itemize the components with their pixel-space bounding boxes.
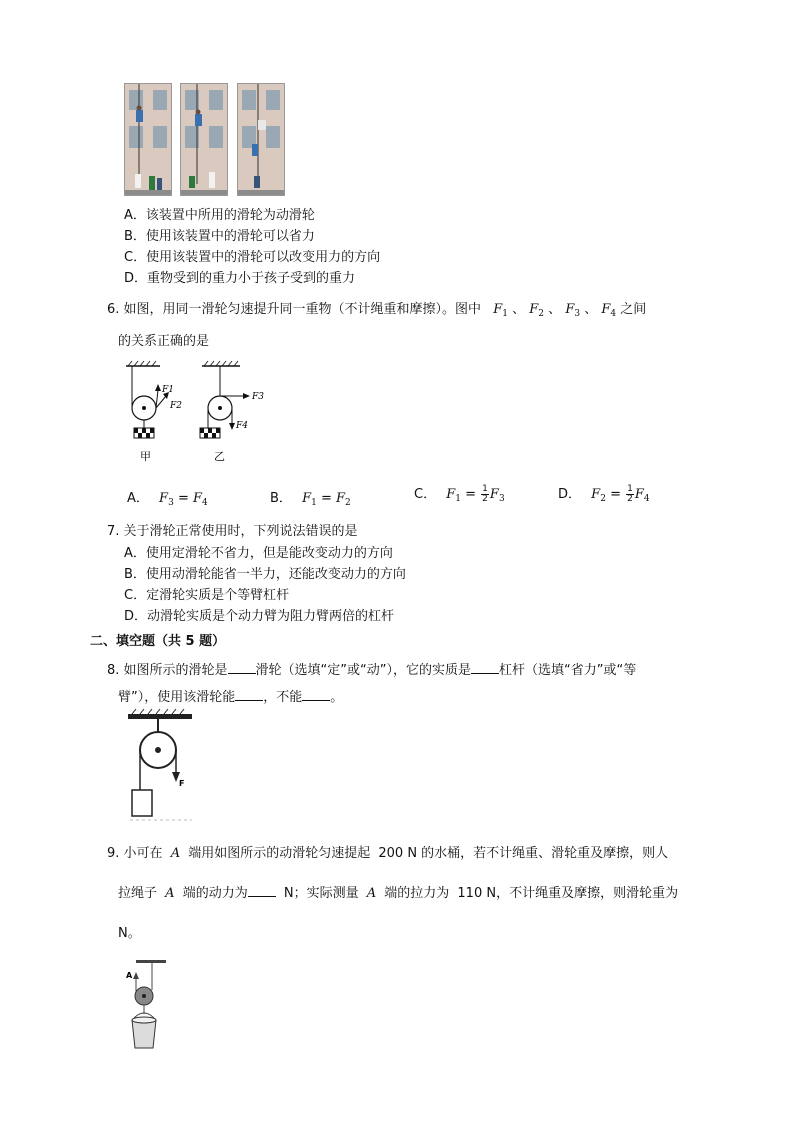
q6-fig-label-yi: 乙	[214, 450, 225, 463]
q6-fig-f3-label: F3	[252, 392, 264, 402]
q7-option-b: B．使用动滑轮能省一半力，还能改变动力的方向	[124, 567, 406, 582]
q6-stem: 6. 如图，用同一滑轮匀速提升同一重物（不计绳重和摩擦）。图中 $F_1$ 、 $F_2$ 、 $F_3$ 、 $F_4$ 之间	[107, 302, 647, 319]
q6-option-d: D． $F_2$ = $\frac{1}{2}$ $F_4$	[558, 484, 650, 504]
rescue-photo-3	[237, 83, 285, 196]
q7-stem: 7. 关于滑轮正常使用时，下列说法错误的是	[107, 524, 358, 539]
q6-option-b: B． $F_1 = F_2$	[270, 491, 351, 508]
q9-fig-a-label: A	[126, 971, 133, 980]
q6-fig-f1-label: F1	[162, 385, 174, 395]
q9-line1: 9. 小可在 A 端用如图所示的动滑轮匀速提起 200 N 的水桶，若不计绳重、滑轮重及摩擦，则人	[107, 846, 669, 861]
rescue-photo-1	[124, 83, 172, 196]
q8-fig-f-label: F	[179, 779, 185, 788]
section-2-title: 二、填空题（共 5 题）	[90, 634, 226, 649]
q8-line2: 臂”），使用该滑轮能 ，不能 。	[118, 690, 344, 705]
q6-option-c: C． $F_1$ = $\frac{1}{2}$ $F_3$	[414, 484, 505, 504]
q7-option-a: A．使用定滑轮不省力，但是能改变动力的方向	[124, 546, 393, 561]
q6-fig-label-jia: 甲	[140, 450, 151, 463]
q9-line3: N。	[118, 926, 141, 941]
q5-option-b: B．使用该装置中的滑轮可以省力	[124, 229, 315, 244]
q8-pulley-figure	[118, 708, 198, 822]
q9-pulley-figure	[122, 956, 174, 1052]
q6-pulley-figure	[118, 352, 278, 464]
q5-option-a: A．该装置中所用的滑轮为动滑轮	[124, 208, 315, 223]
q6-fig-f2-label: F2	[170, 401, 182, 411]
q8-line1: 8. 如图所示的滑轮是 滑轮（选填“定”或“动”），它的实质是 杠杆（选填“省力”或“等	[107, 663, 637, 678]
q7-option-d: D．动滑轮实质是个动力臂为阻力臂两倍的杠杆	[124, 609, 395, 624]
q9-line2: 拉绳子 A 端的动力为 N；实际测量 A 端的拉力为 110 N，不计绳重及摩擦，则滑轮重为	[118, 886, 679, 901]
q7-option-c: C．定滑轮实质是个等臂杠杆	[124, 588, 290, 603]
q6-stem-line2: 的关系正确的是	[118, 334, 210, 349]
q5-option-d: D．重物受到的重力小于孩子受到的重力	[124, 271, 356, 286]
q5-option-c: C．使用该装置中的滑轮可以改变用力的方向	[124, 250, 381, 265]
q6-option-a: A． $F_3 = F_4$	[127, 491, 208, 508]
q6-fig-f4-label: F4	[236, 421, 248, 431]
rescue-photo-2	[180, 83, 228, 196]
